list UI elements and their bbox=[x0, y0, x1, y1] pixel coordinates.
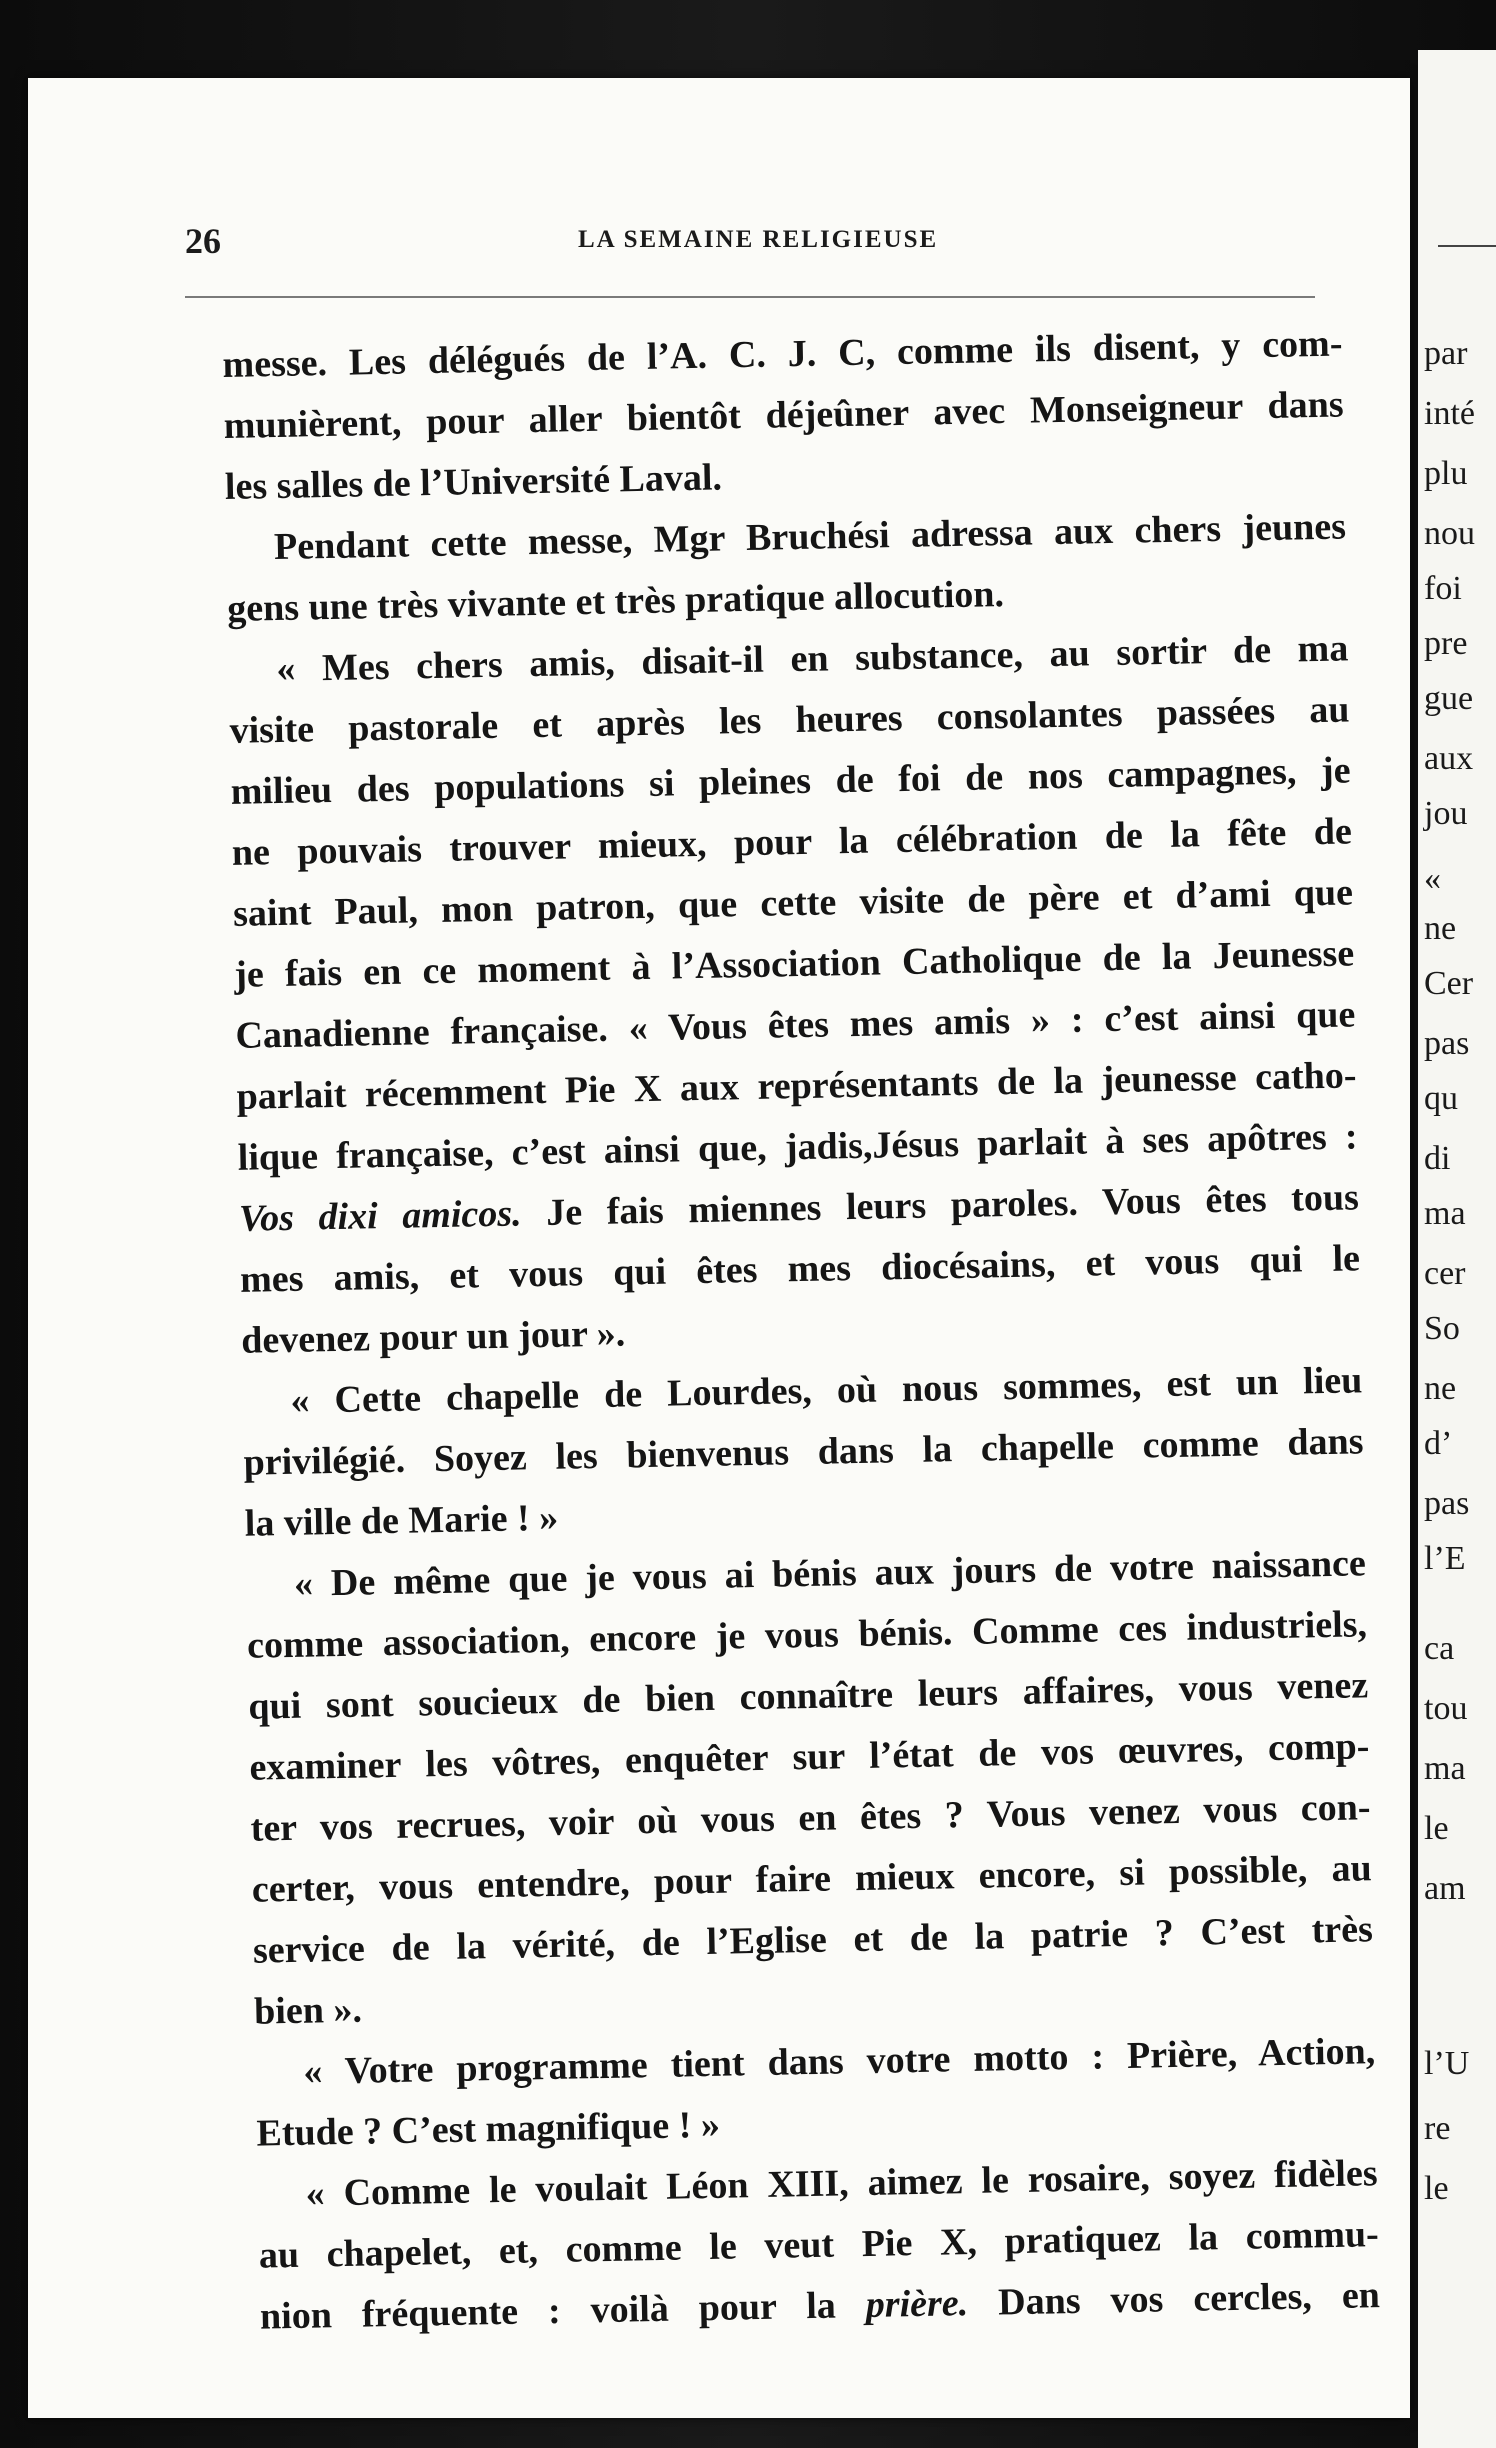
facing-page-fragment: cer bbox=[1424, 1255, 1466, 1292]
text-span: munièrent, pour aller bientôt déjeûner avec Monseigneur dans bbox=[223, 383, 1344, 447]
text-span: visite pastorale et après les heures consolantes passées au bbox=[229, 688, 1350, 752]
facing-page-fragment: jou bbox=[1424, 795, 1468, 832]
page-header bbox=[185, 220, 1330, 280]
text-span: privilégié. Soyez les bienvenus dans la chapelle comme dans bbox=[243, 1420, 1364, 1484]
facing-page-fragment: So bbox=[1424, 1310, 1460, 1347]
text-span: messe. Les délégués de l’A. C. J. C, comme ils disent, y com- bbox=[222, 322, 1343, 386]
text-span: la ville de Marie ! » bbox=[244, 1496, 559, 1545]
facing-page-fragment: l’E bbox=[1424, 1540, 1466, 1577]
text-span: nion fréquente : voilà pour la bbox=[259, 2284, 867, 2338]
text-span: Etude ? C’est magnifique ! » bbox=[256, 2103, 721, 2155]
text-span: mes amis, et vous qui êtes mes diocésains, et vous qui le bbox=[239, 1237, 1361, 1301]
facing-page-fragment: inté bbox=[1424, 395, 1475, 432]
facing-page-fragment: tou bbox=[1424, 1690, 1468, 1727]
italic-text: prière. bbox=[865, 2282, 969, 2326]
facing-page-fragment: ca bbox=[1424, 1630, 1455, 1667]
header-rule bbox=[185, 296, 1315, 298]
facing-page-edge bbox=[1418, 50, 1496, 2448]
running-title: LA SEMAINE RELIGIEUSE bbox=[578, 226, 939, 253]
text-span: ter vos recrues, voir où vous en êtes ? Vous venez vous con- bbox=[250, 1786, 1371, 1850]
text-span: « Cette chapelle de Lourdes, où nous sommes, est un lieu bbox=[290, 1359, 1363, 1422]
text-span: Je fais miennes leurs paroles. Vous êtes tous bbox=[521, 1176, 1360, 1235]
text-span: bien ». bbox=[253, 1988, 363, 2033]
facing-page-fragment: ne bbox=[1424, 910, 1457, 947]
facing-page-fragment: am bbox=[1424, 1870, 1466, 1907]
text-span: saint Paul, mon patron, que cette visite de père et d’ami que bbox=[232, 871, 1354, 935]
text-span: Canadienne française. « Vous êtes mes amis » : c’est ainsi que bbox=[235, 993, 1356, 1057]
facing-page-fragment: ma bbox=[1424, 1195, 1466, 1232]
facing-page-fragment: pas bbox=[1424, 1025, 1470, 1062]
text-span: Pendant cette messe, Mgr Bruchési adressa aux chers jeunes bbox=[273, 505, 1347, 569]
text-span: comme association, encore je vous bénis. Comme ces industriels, bbox=[246, 1603, 1368, 1667]
page-body-text bbox=[222, 313, 1380, 2347]
text-span: « Votre programme tient dans votre motto : Prière, Action, bbox=[302, 2030, 1376, 2093]
facing-page-fragment: aux bbox=[1424, 740, 1474, 777]
facing-page-fragment: Cer bbox=[1424, 965, 1474, 1002]
facing-page-fragment: ne bbox=[1424, 1370, 1457, 1407]
page-number: 26 bbox=[185, 221, 221, 261]
text-span: Dans vos cercles, en bbox=[967, 2274, 1381, 2325]
facing-page-fragment: nou bbox=[1424, 515, 1475, 552]
facing-page-fragment: foi bbox=[1424, 570, 1462, 607]
facing-page-header-rule bbox=[1438, 245, 1496, 247]
facing-page-fragment: qu bbox=[1424, 1080, 1458, 1117]
text-span: devenez pour un jour ». bbox=[240, 1312, 626, 1362]
text-span: au chapelet, et, comme le veut Pie X, pratiquez la commu- bbox=[258, 2213, 1380, 2277]
facing-page-fragment: pre bbox=[1424, 625, 1468, 662]
text-span: examiner les vôtres, enquêter sur l’état de vos œuvres, comp- bbox=[249, 1725, 1370, 1789]
text-span: je fais en ce moment à l’Association Catholique de la Jeunesse bbox=[233, 932, 1355, 996]
text-span: ne pouvais trouver mieux, pour la célébration de la fête de bbox=[231, 810, 1353, 874]
text-span: milieu des populations si pleines de foi de nos campagnes, je bbox=[230, 749, 1351, 813]
facing-page-fragment: plu bbox=[1424, 455, 1468, 492]
facing-page-fragment: di bbox=[1424, 1140, 1451, 1177]
text-span: les salles de l’Université Laval. bbox=[224, 456, 723, 508]
text-span: gens une très vivante et très pratique allocution. bbox=[226, 573, 1005, 630]
facing-page-fragment: re bbox=[1424, 2110, 1451, 2147]
facing-page-fragment: « bbox=[1424, 860, 1441, 897]
facing-page-fragment: d’ bbox=[1424, 1425, 1453, 1462]
facing-page-fragment: par bbox=[1424, 335, 1468, 372]
facing-page-fragment: le bbox=[1424, 2170, 1449, 2207]
facing-page-fragment: ma bbox=[1424, 1750, 1466, 1787]
text-span: « Comme le voulait Léon XIII, aimez le rosaire, soyez fidèles bbox=[305, 2152, 1378, 2215]
facing-page-fragment: pas bbox=[1424, 1485, 1470, 1522]
italic-text: Vos dixi amicos. bbox=[238, 1192, 522, 1240]
facing-page-fragment: le bbox=[1424, 1810, 1449, 1847]
text-span: « Mes chers amis, disait-il en substance, au sortir de ma bbox=[276, 627, 1349, 691]
text-span: « De même que je vous ai bénis aux jours de votre naissance bbox=[293, 1542, 1367, 1605]
text-span: parlait récemment Pie X aux représentants de la jeunesse catho- bbox=[236, 1054, 1357, 1118]
facing-page-fragment: gue bbox=[1424, 680, 1474, 717]
text-span: service de la vérité, de l’Eglise et de la patrie ? C’est très bbox=[252, 1908, 1374, 1972]
facing-page-fragment: l’U bbox=[1424, 2045, 1470, 2082]
text-span: certer, vous entendre, pour faire mieux encore, si possible, au bbox=[251, 1847, 1373, 1911]
text-span: qui sont soucieux de bien connaître leurs affaires, vous venez bbox=[247, 1664, 1369, 1728]
text-span: lique française, c’est ainsi que, jadis,Jésus parlait à ses apôtres : bbox=[237, 1115, 1358, 1179]
